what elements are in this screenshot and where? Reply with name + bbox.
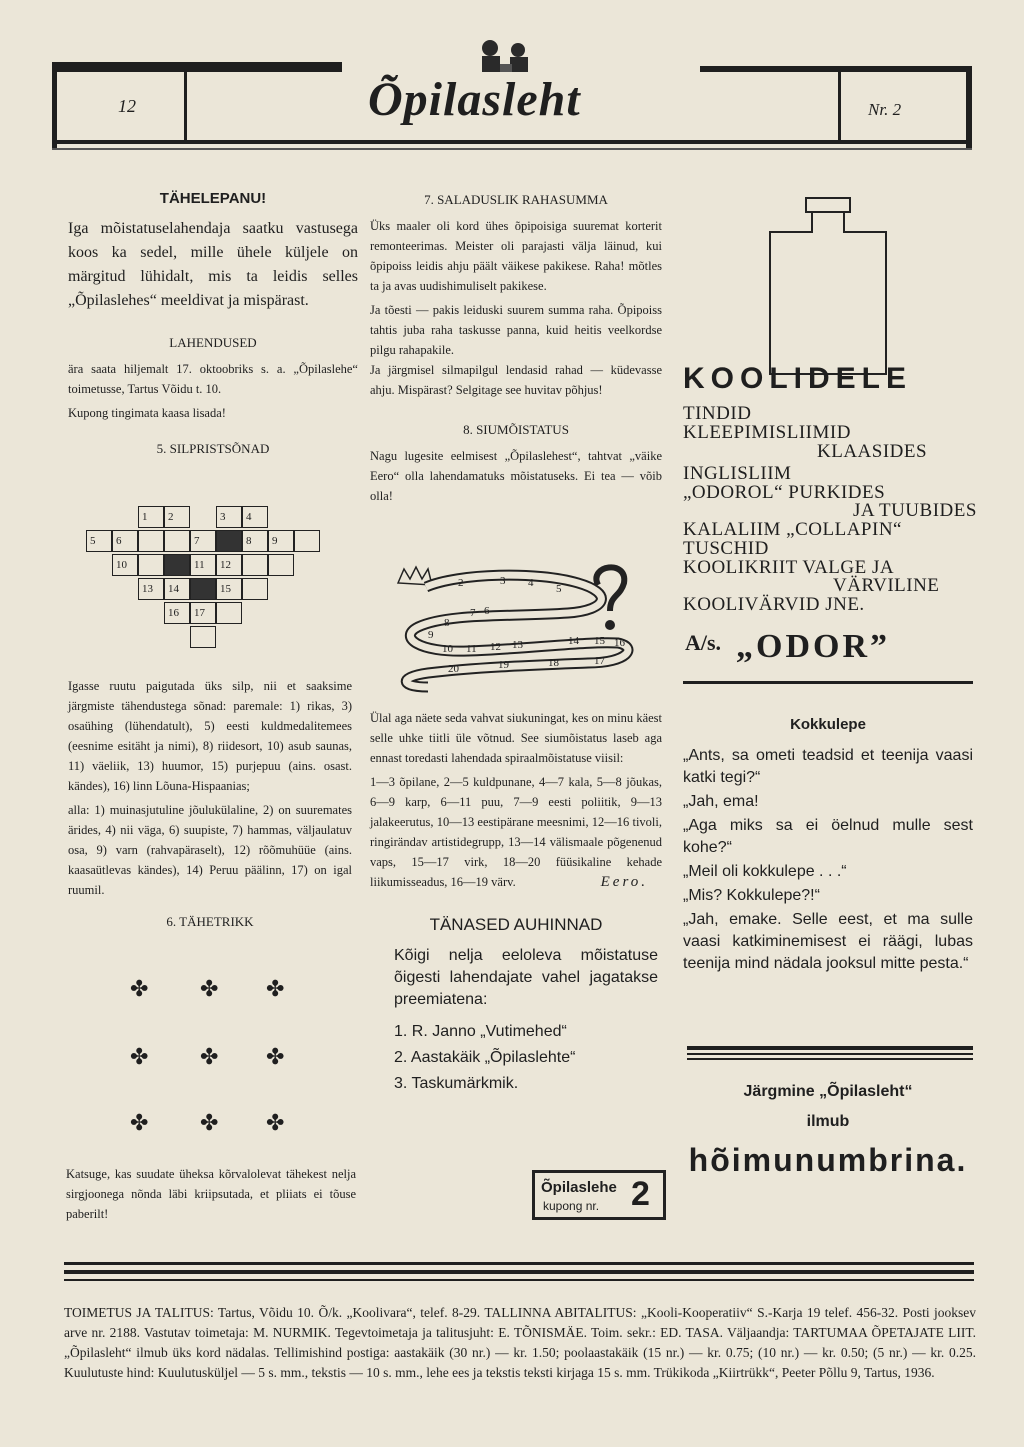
puzzle6-body: Katsuge, kas suudate üheksa kõrvalolevat tähekest nelja sirgjoonega nõnda läbi kriipsutada, et pliiats ei tõuse paberilt!	[66, 1167, 356, 1221]
puzzle6-text	[66, 1164, 356, 1224]
letter-grid	[130, 976, 290, 1135]
header-rule-bottom-thin	[52, 148, 972, 150]
footer-imprint: TOIMETUS JA TALITUS: Tartus, Võidu 10. Õ/k. „Koolivara“, telef. 8-29. TALLINNA ABITALITUS: „Kooli-Kooperatiiv“ S.-Karja 19 telef. 456-32. Posti jooksev arve nr. 2188. Vastutav toimetaja: M. NURMIK. Tegevtoimetaja ja talitusjuht: E. TÕNISMÄE. Toim. sekr.: ED. TASA. Väljaandja: TARTUMAA ÕPETAJATE LIIT. „Õpilasleht“ ilmub üks kord nädalas. Tellimishind postiga: aastakäik (30 nr.) — kr. 1.50; poolaastakäik (15 nr.) — kr. 0.75; (10 nr.) — kr. 0.50; (5 nr.) — kr. 0.25. Kuulutuste hind: Kuulutusküljel — 5 s. mm., tekstis — 10 s. mm., lehe ees ja tekstis teksti kirjaga 15 s. mm. Trükikoda „Kiirtrükk“, Peeter Põllu 9, Tartus, 1936.	[64, 1305, 976, 1380]
story-line: „Meil oli kokkulepe . . .“	[683, 863, 847, 880]
snake-number: 10	[442, 643, 453, 655]
masthead-illustration	[470, 36, 540, 76]
solutions-body: ära saata hiljemalt 17. oktoobriks s. a. „Õpilaslehe“ toimetusse, Tartus Võidu t. 10.	[68, 362, 358, 396]
header-divider-left	[184, 72, 187, 142]
snake-number: 20	[448, 663, 459, 675]
cw-cell: 10	[112, 554, 138, 576]
story-title: Kokkulepe	[790, 716, 866, 733]
ad-company-prefix: A/s.	[685, 630, 722, 655]
cw-cell: 3	[216, 506, 242, 528]
coupon-title: Õpilaslehe	[541, 1179, 617, 1196]
snake-number: 5	[556, 583, 562, 595]
snake-number: 3	[500, 575, 506, 587]
cw-cell	[294, 530, 320, 552]
cw-cell: 2	[164, 506, 190, 528]
puzzle7-paragraph-2: Ja tõesti — pakis leiduski suurem summa raha. Õpipoiss tahtis juba raha taskusse panna, kuid heitis veelkordse pilgu rahapakile.	[370, 303, 662, 357]
puzzle5-title: 5. SILPRISTSÕNAD	[156, 441, 270, 456]
bottle-illustration	[768, 196, 888, 376]
snake-number: 7	[470, 607, 476, 619]
cw-cell: 17	[190, 602, 216, 624]
snake-number: 11	[466, 643, 477, 655]
left-column	[68, 190, 358, 457]
puzzle8-paragraph-1: Nagu lugesite eelmisest „Õpilaslehest“, tahtvat „väike Eero“ olla lahendamatuks mõistatuseks. Ei tea — võib olla!	[370, 449, 662, 503]
cw-cell	[164, 530, 190, 552]
snake-number: 4	[528, 577, 534, 589]
cw-cell: 1	[138, 506, 164, 528]
ad-line: JA TUUBIDES	[853, 500, 977, 521]
next-issue-rule-3	[687, 1058, 973, 1060]
ad-line: INGLISLIIM	[683, 463, 792, 484]
prizes-title: TÄNASED AUHINNAD	[429, 915, 603, 934]
prize-item: 1. R. Janno „Vutimehed“	[394, 1023, 567, 1040]
ad-line: KLAASIDES	[817, 441, 928, 462]
ad-line: KOOLIKRIIT VALGE JA	[683, 557, 895, 578]
crossword-grid	[86, 506, 322, 666]
trefoil-icon: ✤	[266, 1110, 285, 1135]
ad-line: KOOLIVÄRVID JNE.	[683, 594, 865, 615]
coupon-note: Kupong tingimata kaasa lisada!	[68, 406, 226, 420]
trefoil-icon: ✤	[266, 1044, 285, 1069]
middle-column-lower	[370, 708, 662, 1097]
cw-cell: 9	[268, 530, 294, 552]
puzzle6-title: 6. TÄHETRIKK	[166, 914, 254, 929]
ad-line: KLEEPIMISLIIMID	[683, 422, 851, 443]
header-divider-right	[838, 72, 841, 142]
trefoil-icon: ✤	[130, 976, 149, 1001]
puzzle5-body: Igasse ruutu paigutada üks silp, nii et saaksime järgmiste tähendustega sõnad: paremale: 1) rikas, 3) osaühing (lühendatult), 5) eesti kuldmedalitemees (eesnime esitäht ja nimi), 8) riidesort, 10) asub saunas, 11) väeliik, 13) huumor, 15) purjepuu (ains. osast. kändes), 16) linn Lõuna-Hispaanias;	[68, 679, 352, 793]
coupon-number: 2	[631, 1175, 650, 1213]
issue-number: Nr. 2	[868, 100, 902, 119]
footer-rule-1	[64, 1262, 974, 1265]
cw-cell	[190, 626, 216, 648]
cw-cell: 15	[216, 578, 242, 600]
cw-cell: 7	[190, 530, 216, 552]
next-issue-rule-2	[687, 1053, 973, 1055]
snake-number: 9	[428, 629, 434, 641]
puzzle7-paragraph-1: Üks maaler oli kord ühes õpipoisiga suuremat korterit remonteerimas. Meister oli parajasti välja läinud, kui õpipoiss leidis ahju päält väikese pakikese. Raha! mõtles ta ja avas uudishimuliselt pakikese.	[370, 219, 662, 293]
trefoil-icon: ✤	[130, 1044, 149, 1069]
trefoil-icon: ✤	[266, 976, 285, 1001]
ad-line: „ODOROL“ PURKIDES	[683, 482, 886, 503]
solutions-title: LAHENDUSED	[169, 335, 257, 350]
header-rule-right-edge	[966, 66, 972, 148]
signature: Eero.	[600, 874, 648, 890]
cw-cell: 13	[138, 578, 164, 600]
story-line: „Jah, emake. Selle eest, et ma sulle vaasi katkiminemisest ei räägi, lubas teenija mind nädala jooksul mitte pesta.“	[683, 911, 973, 972]
cw-cell	[242, 554, 268, 576]
puzzle8-title: 8. SIUMÕISTATUS	[463, 422, 569, 437]
trefoil-icon: ✤	[200, 1044, 219, 1069]
snake-svg	[388, 555, 654, 695]
story-line: „Mis? Kokkulepe?!“	[683, 887, 820, 904]
ad-title: KOOLIDELE	[683, 362, 913, 395]
cw-cell: 8	[242, 530, 268, 552]
cw-cell-black	[216, 530, 242, 552]
header-rule-right-top	[700, 66, 972, 72]
ad-line: TINDID	[683, 403, 752, 424]
prizes-intro: Kõigi nelja eeloleva mõistatuse õigesti lahendajate vahel jagatakse preemiatena:	[394, 947, 658, 1008]
header-rule-left-top	[52, 62, 342, 72]
snake-number: 14	[568, 635, 579, 647]
cw-cell: 14	[164, 578, 190, 600]
snake-number: 8	[444, 617, 450, 629]
cw-cell	[138, 530, 164, 552]
snake-number: 13	[512, 639, 523, 651]
puzzle8-paragraph-2: Ülal aga näete seda vahvat siukuningat, kes on minu käest selle uhke tiitli üle võtnud. See siumõistatus laseb aga ennast toredasti lahendada spiraalmõistatuse viisil:	[370, 711, 662, 765]
story-line: „Jah, ema!	[683, 793, 759, 810]
cw-cell: 6	[112, 530, 138, 552]
story-column	[683, 716, 973, 975]
left-column-lower	[68, 676, 352, 930]
ad-line: TUSCHID	[683, 538, 769, 559]
cw-cell	[268, 554, 294, 576]
next-issue-rule-1	[687, 1046, 973, 1050]
story-line: „Ants, sa ometi teadsid et teenija vaasi katki tegi?“	[683, 747, 973, 786]
bottle-icon	[768, 196, 888, 376]
cw-cell: 4	[242, 506, 268, 528]
trefoil-icon: ✤	[200, 1110, 219, 1135]
middle-column	[370, 192, 662, 506]
story-line: „Aga miks sa ei öelnud mulle sest kohe?“	[683, 817, 973, 856]
ad-divider	[683, 681, 973, 684]
coupon-subtitle: kupong nr.	[543, 1199, 600, 1213]
snake-number: 2	[458, 577, 464, 589]
snake-number: 18	[548, 657, 559, 669]
ad-line: KALALIIM „COLLAPIN“	[683, 519, 902, 540]
cw-cell-black	[164, 554, 190, 576]
cw-cell: 12	[216, 554, 242, 576]
header-rule-bottom	[52, 140, 972, 144]
cw-cell	[138, 554, 164, 576]
snake-number: 19	[498, 659, 509, 671]
snake-number: 16	[614, 637, 625, 649]
puzzle5-body-down: alla: 1) muinasjutuline jõulukülaline, 2) on suuremates ärides, 4) nii väga, 6) suupiste, 7) hammas, väljaulatuv osa, 9) varn (rahvapäraselt), 12) rõõmuhüüe (ains. kaasaütlevas kändes), 14) Peruu päälinn, 17) on igal ruumil.	[68, 803, 352, 897]
trefoil-icon: ✤	[130, 1110, 149, 1135]
attention-body: Iga mõistatuselahendaja saatku vastusega koos ka sedel, mille ühele küljele on märgitud lühidalt, mis ta leidis selles „Õpilaslehes“ meeldivat ja mispärast.	[68, 220, 358, 309]
coupon-box[interactable]	[532, 1170, 666, 1220]
snake-number: 6	[484, 605, 490, 617]
prize-item: 2. Aastakäik „Õpilaslehte“	[394, 1049, 576, 1066]
prizes-list	[394, 1019, 662, 1097]
next-issue-line-1: Järgmine „Õpilasleht“	[743, 1083, 913, 1100]
cw-cell	[242, 578, 268, 600]
page-number: 12	[118, 96, 136, 116]
cw-cell	[216, 602, 242, 624]
snake-number: 15	[594, 635, 605, 647]
masthead-title: Õpilasleht	[368, 73, 581, 126]
next-issue-line-3: hõimunumbrina.	[688, 1142, 968, 1178]
trefoil-icon: ✤	[200, 976, 219, 1001]
puzzle8-paragraph-3: 1—3 õpilane, 2—5 kuldpunane, 4—7 kala, 5—8 jõukas, 6—9 karp, 6—11 puu, 7—9 eesti poliitik, 9—13 jalakeerutus, 10—13 eestipärane meesnimi, 12—16 tivoli, ringirändav artistidegrupp, 13—14 välismaale põgenenud vaps, 15—17 virk, 18—20 füüsikaline kehade liikumisseadus, 16—19 värv.	[370, 775, 662, 889]
footer-rule-2	[64, 1270, 974, 1274]
attention-title: TÄHELEPANU!	[159, 190, 267, 207]
puzzle7-title: 7. SALADUSLIK RAHASUMMA	[424, 192, 608, 207]
footer-rule-3	[64, 1279, 974, 1281]
snake-number: 17	[594, 655, 605, 667]
prize-item: 3. Taskumärkmik.	[394, 1075, 519, 1092]
snake-number: 12	[490, 641, 501, 653]
cw-cell: 16	[164, 602, 190, 624]
story-body	[683, 745, 973, 975]
next-issue-line-2: ilmub	[806, 1113, 850, 1130]
header-rule-left-edge	[52, 62, 57, 148]
cw-cell-black	[190, 578, 216, 600]
cw-cell: 11	[190, 554, 216, 576]
puzzle7-paragraph-3: Ja järgmisel silmapilgul lendasid rahad — küdevasse ahju. Mispärast? Selgitage see huvitav põhjus!	[370, 363, 662, 397]
ad-company-name: „ODOR”	[736, 628, 890, 665]
ad-line: VÄRVILINE	[833, 575, 940, 596]
cw-cell: 5	[86, 530, 112, 552]
snake-puzzle-illustration	[388, 555, 654, 695]
